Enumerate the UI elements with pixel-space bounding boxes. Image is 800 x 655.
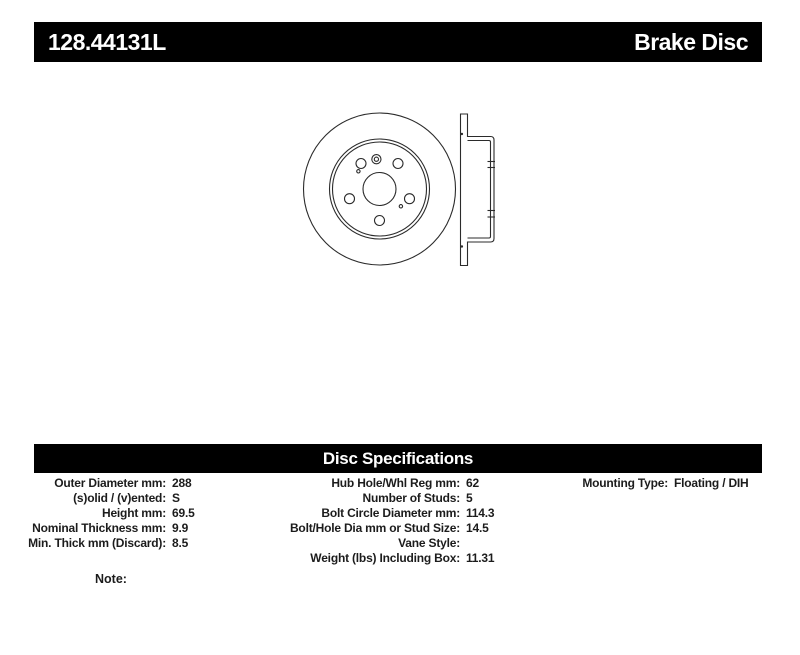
- brake-disc-front-view-icon: [304, 113, 456, 265]
- spec-label: Height mm:: [101, 506, 166, 520]
- spec-value: 11.31: [466, 551, 495, 565]
- spec-value: 9.9: [172, 521, 189, 535]
- spec-middle-labels: [290, 476, 460, 566]
- stud-hole: [393, 159, 403, 169]
- spec-label: (s)olid / (v)ented:: [73, 491, 166, 505]
- spec-left-values: [172, 476, 195, 551]
- page-title: Brake Disc: [634, 28, 748, 55]
- spec-label: Weight (lbs) Including Box:: [310, 551, 460, 565]
- spec-label: Nominal Thickness mm:: [32, 521, 166, 535]
- spec-value: 5: [466, 491, 473, 505]
- spec-right-values: [674, 476, 749, 491]
- spec-section-title: Disc Specifications: [322, 448, 474, 468]
- stud-hole: [375, 216, 385, 226]
- stud-hole: [405, 194, 415, 204]
- spec-value: 114.3: [466, 506, 495, 520]
- spec-value: 62: [466, 476, 479, 490]
- screw-hole: [372, 155, 381, 164]
- brake-disc-cross-section-icon: [461, 114, 496, 266]
- stud-hole: [345, 194, 355, 204]
- spec-value: [466, 536, 494, 551]
- spec-value: 288: [172, 476, 192, 490]
- spec-label: Mounting Type:: [582, 476, 668, 490]
- spec-value: Floating / DIH: [674, 476, 749, 490]
- spec-section-bar: [34, 444, 762, 473]
- spec-value: S: [172, 491, 180, 505]
- spec-label: Number of Studs:: [362, 491, 460, 505]
- spec-value: 8.5: [172, 536, 189, 550]
- spec-label: Outer Diameter mm:: [54, 476, 166, 490]
- spec-value: 69.5: [172, 506, 195, 520]
- spec-label: Bolt Circle Diameter mm:: [321, 506, 460, 520]
- spec-label: Vane Style:: [398, 536, 460, 550]
- spec-value: 14.5: [466, 521, 489, 535]
- part-number: 128.44131L: [48, 28, 166, 55]
- spec-middle-values: [466, 476, 494, 566]
- spec-left-labels: [28, 476, 166, 551]
- spec-label: Bolt/Hole Dia mm or Stud Size:: [289, 521, 460, 535]
- stud-hole: [356, 159, 366, 169]
- spec-right-labels: [582, 476, 668, 491]
- screw-hole: [374, 157, 378, 161]
- note-label: Note:: [95, 572, 127, 586]
- pin-hole: [357, 170, 360, 173]
- pin-hole: [399, 205, 402, 208]
- spec-label: Min. Thick mm (Discard):: [28, 536, 166, 550]
- spec-label: Hub Hole/Whl Reg mm:: [331, 476, 460, 490]
